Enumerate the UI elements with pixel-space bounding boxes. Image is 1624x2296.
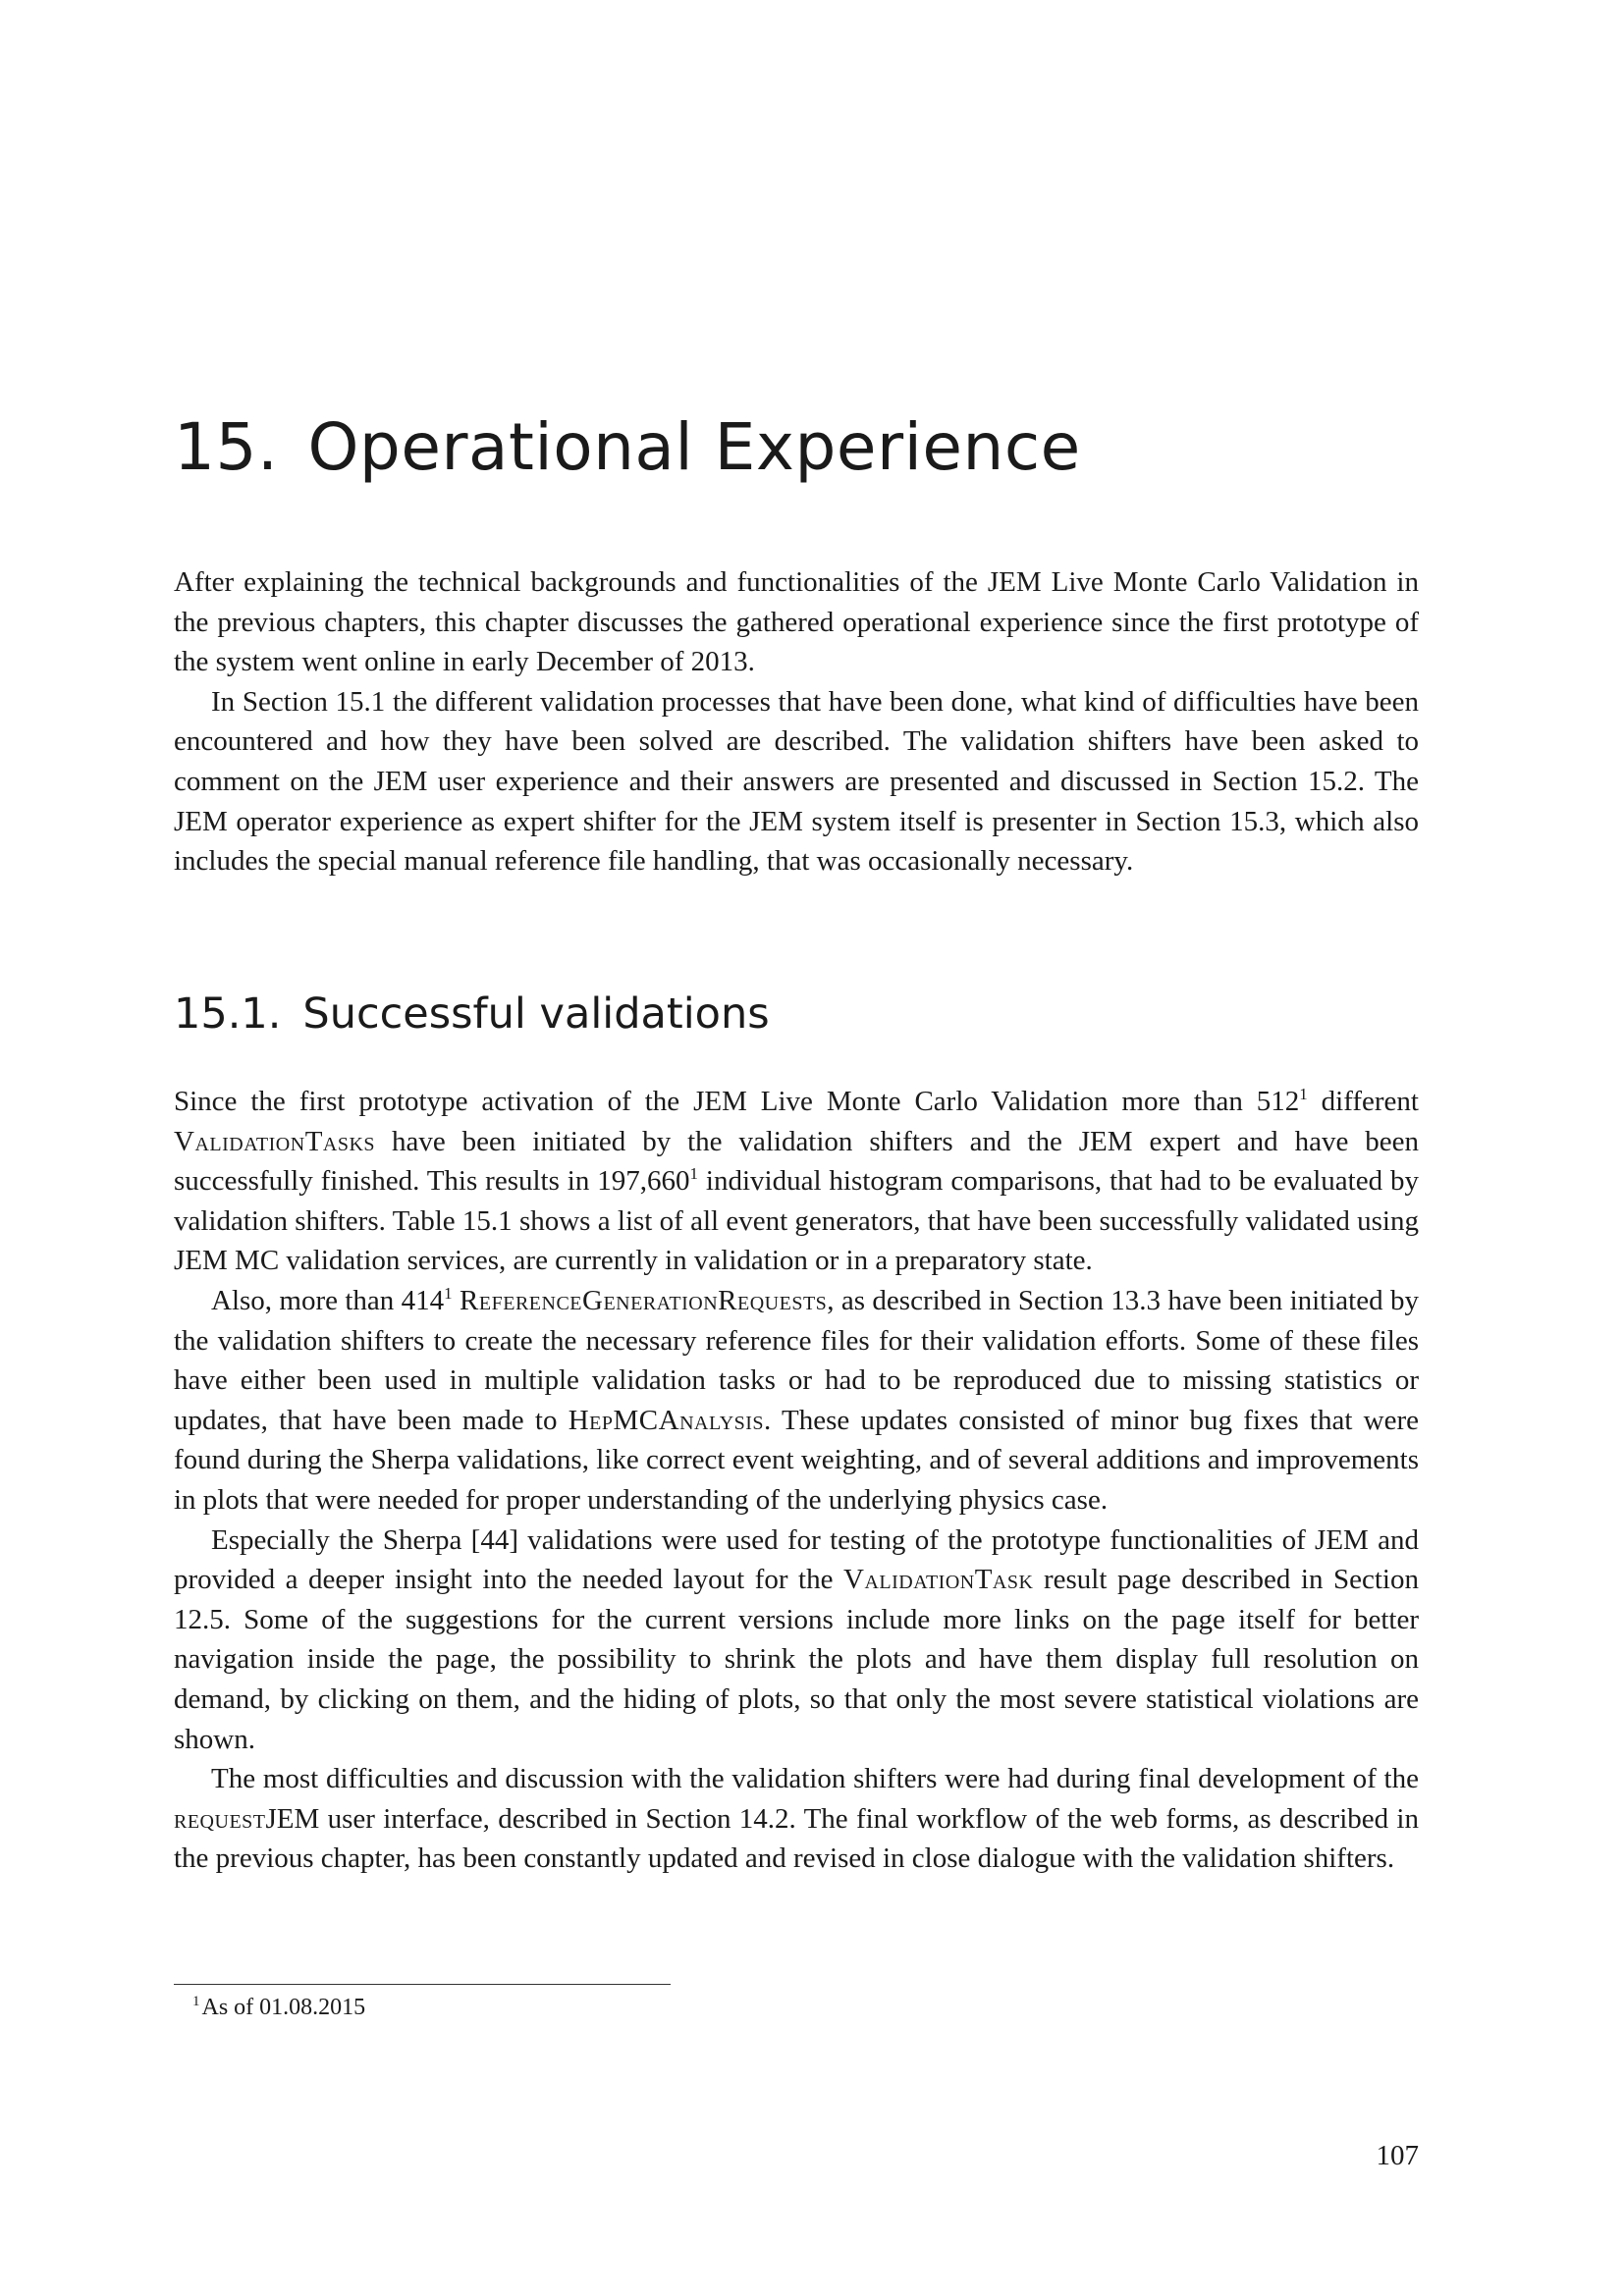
text-run: have been initiated by the validation shifters and the JEM expert and have been successfully finished. This results in 197,660 — [174, 1125, 1419, 1198]
intro-paragraph-2: In Section 15.1 the different validation processes that have been done, what kind of difficulties have been encountered and how they have been solved are described. The validation shifters have been asked to comment on the JEM user experience and their answers are presented and discussed in Section 15.2. The JEM operator experience as expert shifter for the JEM system itself is presenter in Section 15.3, which also includes the special manual reference file handling, that was occasionally necessary. — [174, 685, 1419, 878]
chapter-number: 15. — [174, 409, 279, 485]
section-title-text: Successful validations — [302, 989, 770, 1039]
footnote-mark: 1 — [1299, 1085, 1308, 1103]
text-run: different — [1307, 1086, 1419, 1117]
text-run: , as described in Section 13.3 have been initiated by the validation shifters to create the necessary reference files for their validation efforts. Some of these files have either been used in multiple validation tasks or had to be reproduced due to missing statistics or updates, that have been made to — [174, 1284, 1419, 1436]
intro-text — [174, 562, 1419, 881]
text-run: Especially the Sherpa [44] validations were used for testing of the prototype functionalities of JEM and provided a deeper insight into the needed layout for the — [174, 1523, 1419, 1596]
text-run: Also, more than 414 — [211, 1284, 445, 1316]
footnote-divider — [174, 1984, 671, 1985]
footnote-number: 1 — [192, 1994, 200, 2009]
section-paragraph-2 — [174, 1281, 1419, 1521]
text-run: individual histogram comparisons, that had to be evaluated by validation shifters. Table 15.1 shows a list of all event generators, that have been successfully validated using JEM MC validation services, are currently in validation or in a preparatory state. — [174, 1165, 1419, 1277]
footnote-text: As of 01.08.2015 — [201, 1995, 366, 2020]
chapter-title-text: Operational Experience — [307, 409, 1081, 485]
section-paragraph-1 — [174, 1082, 1419, 1281]
section-paragraph-3 — [174, 1521, 1419, 1760]
text-run — [453, 1285, 460, 1316]
section-paragraph-4 — [174, 1759, 1419, 1879]
text-run: JEM user interface, described in Section 14.2. The final workflow of the web forms, as described in the previous chapter, has been constantly updated and revised in close dialogue with the validation shifters. — [174, 1802, 1419, 1875]
text-run: result page described in Section 12.5. Some of the suggestions for the current versions include more links on the page itself for better navigation inside the page, the possibility to shrink the plots and have them display full resolution on demand, by clicking on them, and the hiding of plots, so that only the most severe statistical violations are shown. — [174, 1564, 1419, 1755]
term-validationtask: ValidationTask — [843, 1564, 1034, 1596]
term-validationtasks: ValidationTasks — [174, 1125, 376, 1157]
term-request: request — [174, 1802, 266, 1835]
section-title — [174, 989, 1450, 1041]
term-hepmcanalysis: HepMCAnalysis — [568, 1404, 765, 1436]
term-referencegenerationrequests: ReferenceGenerationRequests — [460, 1284, 828, 1316]
intro-paragraph-1: After explaining the technical backgrounds and functionalities of the JEM Live Monte Carlo Validation in the previous chapters, this chapter discusses the gathered operational experience since the first prototype of the system went online in early December of 2013. — [174, 566, 1419, 678]
footnote — [192, 1992, 365, 2023]
section-text — [174, 1082, 1419, 1879]
page-number: 107 — [1376, 2140, 1419, 2171]
footnote-mark: 1 — [689, 1164, 699, 1184]
section-number: 15.1. — [174, 989, 282, 1039]
text-run: The most difficulties and discussion with the validation shifters were had during final development of the — [211, 1763, 1419, 1795]
text-run: Since the first prototype activation of the JEM Live Monte Carlo Validation more than 512 — [174, 1086, 1300, 1117]
chapter-title — [174, 409, 1450, 485]
text-run: . These updates consisted of minor bug fixes that were found during the Sherpa validations, like correct event weighting, and of several additions and improvements in plots that were needed for proper understanding of the underlying physics case. — [174, 1404, 1419, 1516]
footnote-mark: 1 — [444, 1283, 453, 1303]
